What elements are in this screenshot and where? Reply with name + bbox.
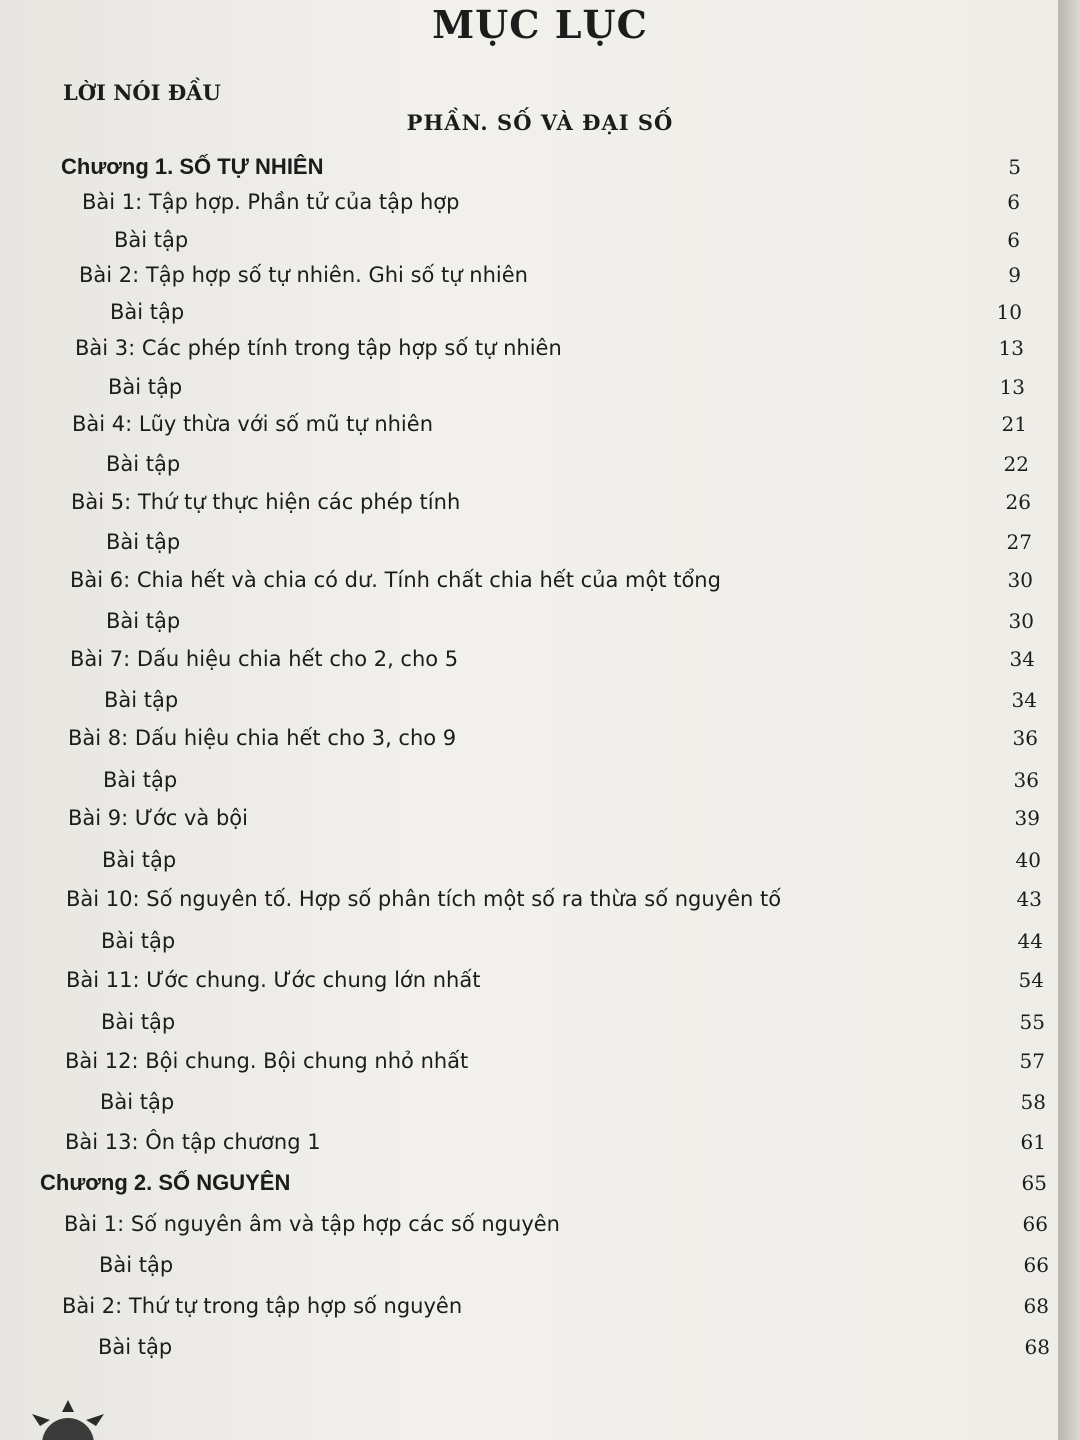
toc-exercise bbox=[102, 848, 1041, 880]
toc-lesson bbox=[62, 1294, 1049, 1326]
toc-lesson bbox=[65, 1049, 1045, 1081]
toc-entry-text: Bài 10: Số nguyên tố. Hợp số phân tích một số ra thừa số nguyên tố bbox=[66, 887, 782, 911]
toc-page-number: 13 bbox=[999, 375, 1025, 399]
toc-exercise bbox=[103, 768, 1039, 800]
toc-entry-text: Bài tập bbox=[102, 848, 177, 872]
toc-entry-text: Bài tập bbox=[101, 1010, 176, 1034]
toc-page-number: 39 bbox=[1014, 806, 1040, 830]
toc-chapter-1 bbox=[61, 154, 1021, 186]
toc-page-number: 6 bbox=[1007, 190, 1020, 214]
toc-lesson bbox=[65, 1130, 1046, 1162]
toc-exercise bbox=[99, 1253, 1049, 1285]
toc-lesson bbox=[72, 412, 1027, 444]
toc-page-number: 54 bbox=[1018, 968, 1044, 992]
toc-entry-text: Bài 2: Tập hợp số tự nhiên. Ghi số tự nhiên bbox=[79, 263, 528, 287]
toc-page-number: 68 bbox=[1023, 1294, 1049, 1318]
toc-page-number: 66 bbox=[1023, 1253, 1049, 1277]
page-edge bbox=[1058, 0, 1080, 1440]
toc-entry-text: Bài 3: Các phép tính trong tập hợp số tự nhiên bbox=[75, 336, 562, 360]
toc-chapter-2 bbox=[40, 1170, 1047, 1202]
toc-page-number: 36 bbox=[1013, 768, 1039, 792]
toc-entry-text: Bài tập bbox=[106, 609, 181, 633]
toc-lesson bbox=[75, 336, 1024, 368]
toc-page-number: 10 bbox=[996, 300, 1022, 324]
toc-entry-text: Bài tập bbox=[110, 300, 185, 324]
toc-lesson bbox=[70, 647, 1035, 679]
toc-entry-text: Bài tập bbox=[106, 530, 181, 554]
page-title: MỤC LỤC bbox=[432, 2, 648, 47]
toc-lesson bbox=[66, 968, 1044, 1000]
toc-page-number: 40 bbox=[1015, 848, 1041, 872]
toc-entry-text: Chương 2. SỐ NGUYÊN bbox=[40, 1170, 291, 1195]
sun-logo-icon bbox=[28, 1398, 108, 1440]
toc-page-number: 43 bbox=[1016, 887, 1042, 911]
toc-page-number: 44 bbox=[1017, 929, 1043, 953]
toc-exercise bbox=[106, 609, 1034, 641]
toc-page-number: 5 bbox=[1008, 155, 1021, 179]
toc-page-number: 68 bbox=[1024, 1335, 1050, 1359]
toc-exercise bbox=[104, 688, 1037, 720]
toc-lesson bbox=[68, 806, 1040, 838]
toc-page-number: 65 bbox=[1021, 1171, 1047, 1195]
toc-lesson bbox=[64, 1212, 1048, 1244]
toc-entry-text: Bài tập bbox=[100, 1090, 175, 1114]
toc-exercise bbox=[101, 1010, 1045, 1042]
toc-page-number: 6 bbox=[1007, 228, 1020, 252]
toc-entry-text: Chương 1. SỐ TỰ NHIÊN bbox=[61, 154, 324, 179]
toc-exercise bbox=[100, 1090, 1046, 1122]
toc-exercise bbox=[110, 300, 1022, 332]
toc-entry-text: Bài 9: Ước và bội bbox=[68, 806, 248, 830]
toc-entry-text: Bài 7: Dấu hiệu chia hết cho 2, cho 5 bbox=[70, 647, 459, 671]
toc-entry-text: Bài tập bbox=[101, 929, 176, 953]
toc-page-number: 30 bbox=[1007, 568, 1033, 592]
toc-entry-text: Bài 6: Chia hết và chia có dư. Tính chất chia hết của một tổng bbox=[70, 568, 721, 592]
toc-page-number: 9 bbox=[1008, 263, 1021, 287]
toc-exercise bbox=[106, 530, 1032, 562]
toc-entry-text: Bài tập bbox=[104, 688, 179, 712]
toc-exercise bbox=[114, 228, 1020, 260]
toc-exercise bbox=[108, 375, 1025, 407]
toc-entry-text: Bài tập bbox=[99, 1253, 174, 1277]
toc-exercise bbox=[106, 452, 1029, 484]
toc-page-number: 27 bbox=[1006, 530, 1032, 554]
toc-exercise bbox=[98, 1335, 1050, 1367]
toc-page-number: 21 bbox=[1001, 412, 1027, 436]
toc-entry-text: Bài tập bbox=[103, 768, 178, 792]
toc-lesson bbox=[71, 490, 1031, 522]
toc-entry-text: Bài 11: Ước chung. Ước chung lớn nhất bbox=[66, 968, 481, 992]
toc-entry-text: Bài tập bbox=[98, 1335, 173, 1359]
toc-entry-text: Bài 1: Số nguyên âm và tập hợp các số nguyên bbox=[64, 1212, 560, 1236]
toc-entry-text: Bài 5: Thứ tự thực hiện các phép tính bbox=[71, 490, 461, 514]
part-heading: PHẦN. SỐ VÀ ĐẠI SỐ bbox=[406, 110, 674, 135]
toc-lesson bbox=[68, 726, 1038, 758]
toc-page-number: 26 bbox=[1005, 490, 1031, 514]
toc-page-number: 34 bbox=[1011, 688, 1037, 712]
toc-lesson bbox=[82, 190, 1020, 222]
toc-entry-text: Bài 2: Thứ tự trong tập hợp số nguyên bbox=[62, 1294, 463, 1318]
toc-entry-text: Bài tập bbox=[108, 375, 183, 399]
toc-page-number: 34 bbox=[1009, 647, 1035, 671]
toc-exercise bbox=[101, 929, 1043, 961]
toc-lesson bbox=[79, 263, 1021, 295]
toc-page-number: 57 bbox=[1019, 1049, 1045, 1073]
toc-entry-text: Bài 1: Tập hợp. Phần tử của tập hợp bbox=[82, 190, 460, 214]
toc-lesson bbox=[66, 887, 1042, 919]
toc-entry-text: Bài 12: Bội chung. Bội chung nhỏ nhất bbox=[65, 1049, 469, 1073]
toc-page-number: 58 bbox=[1020, 1090, 1046, 1114]
toc-page-number: 61 bbox=[1020, 1130, 1046, 1154]
toc-page-number: 30 bbox=[1008, 609, 1034, 633]
preface-heading: LỜI NÓI ĐẦU bbox=[63, 80, 221, 105]
toc-entry-text: Bài 8: Dấu hiệu chia hết cho 3, cho 9 bbox=[68, 726, 457, 750]
toc-entry-text: Bài 13: Ôn tập chương 1 bbox=[65, 1130, 321, 1154]
toc-page-number: 55 bbox=[1019, 1010, 1045, 1034]
toc-entry-text: Bài tập bbox=[106, 452, 181, 476]
toc-entry-text: Bài tập bbox=[114, 228, 189, 252]
toc-lesson bbox=[70, 568, 1033, 600]
toc-page-number: 66 bbox=[1022, 1212, 1048, 1236]
toc-entry-text: Bài 4: Lũy thừa với số mũ tự nhiên bbox=[72, 412, 433, 436]
toc-page-number: 36 bbox=[1012, 726, 1038, 750]
toc-page-number: 13 bbox=[998, 336, 1024, 360]
toc-page-number: 22 bbox=[1003, 452, 1029, 476]
